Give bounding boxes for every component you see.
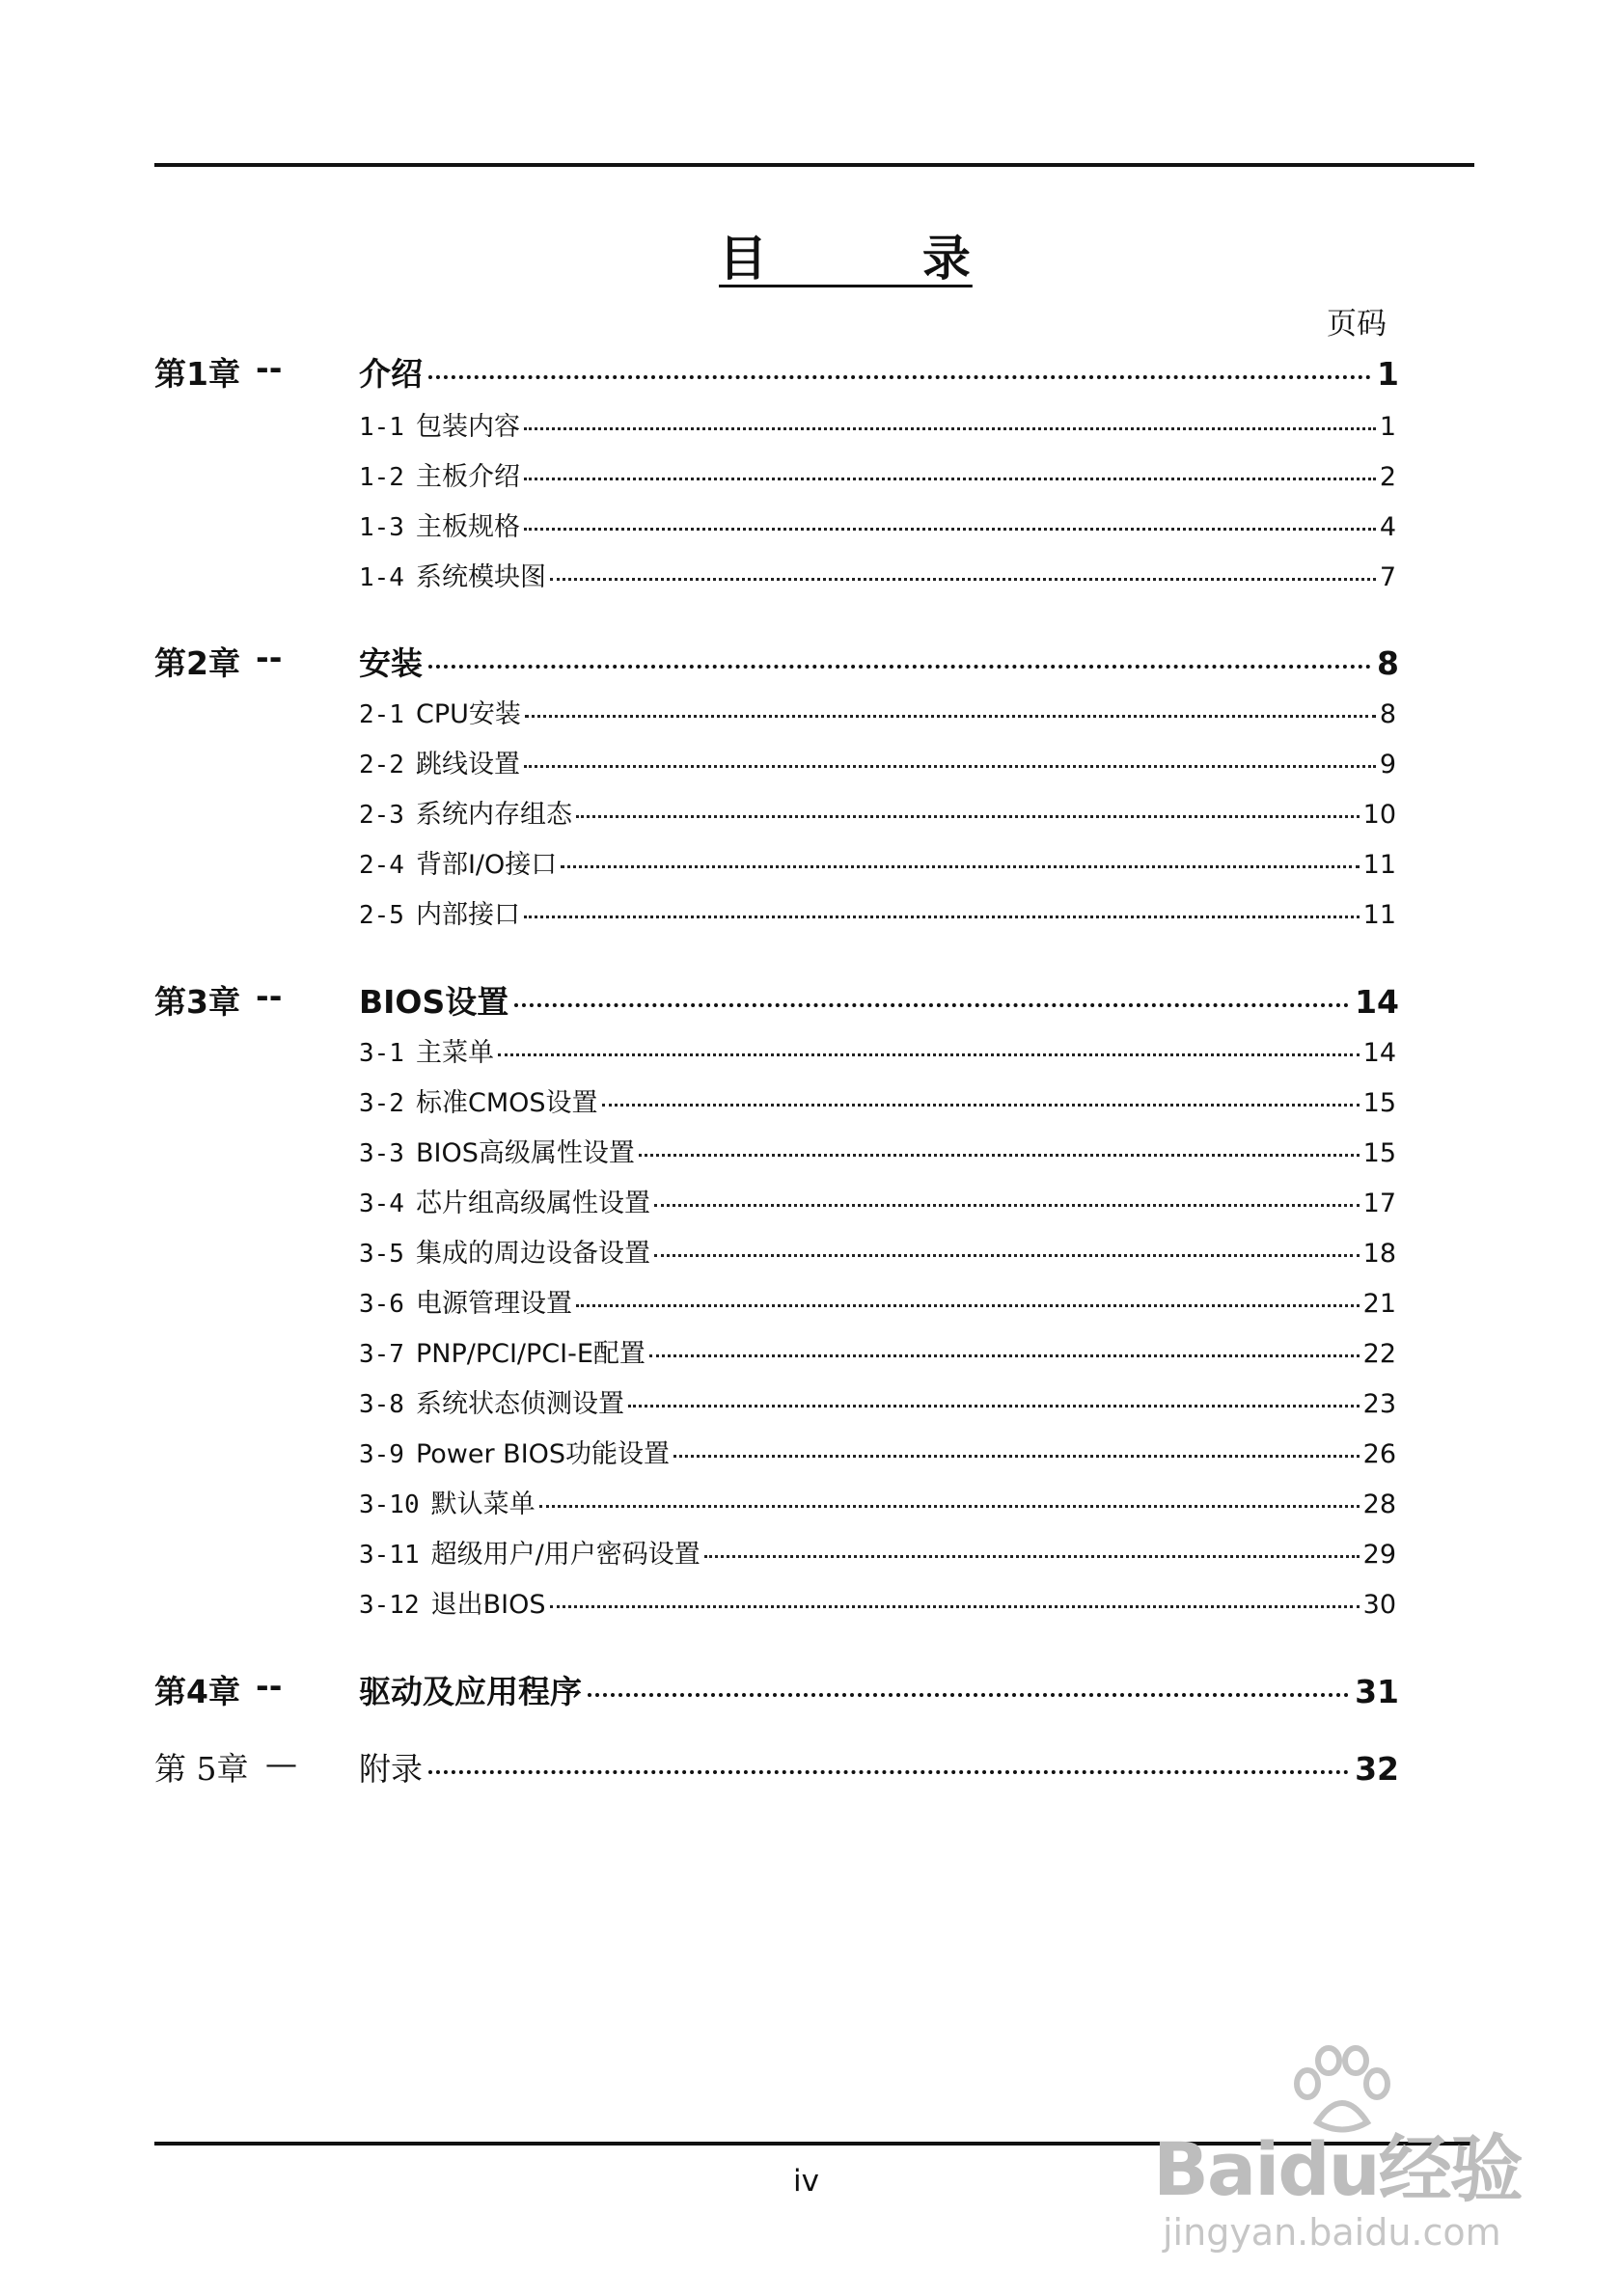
chapter-dash: —	[265, 1744, 297, 1782]
toc-section[interactable]	[359, 405, 1396, 444]
section-page: 11	[1362, 900, 1396, 930]
chapter-label: 第2章	[154, 644, 240, 682]
section-number: 3-3	[359, 1139, 404, 1168]
section-title: 系统状态侦测设置	[415, 1389, 624, 1419]
section-number: 3-5	[359, 1240, 404, 1269]
section-title: 超级用户/用户密码设置	[430, 1540, 701, 1570]
section-page: 15	[1362, 1088, 1396, 1118]
section-title: 主板介绍	[415, 462, 520, 492]
dot-leader	[654, 1204, 1360, 1207]
toc-section[interactable]	[359, 793, 1396, 832]
section-page: 2	[1379, 462, 1396, 492]
section-title: BIOS高级属性设置	[415, 1138, 635, 1168]
section-number: 3-12	[359, 1591, 420, 1620]
section-title: 跳线设置	[415, 750, 520, 779]
chapter-dash: --	[256, 639, 283, 676]
section-number: 3-11	[359, 1541, 420, 1570]
dot-leader	[602, 1104, 1360, 1107]
dot-leader	[524, 765, 1376, 768]
section-number: 2-4	[359, 851, 404, 880]
section-title: 芯片组高级属性设置	[415, 1189, 650, 1218]
section-number: 2-1	[359, 700, 404, 729]
dot-leader	[514, 1003, 1349, 1007]
page-column-label: 页码	[1327, 307, 1387, 342]
chapter-page: 32	[1355, 1750, 1399, 1788]
section-number: 3-8	[359, 1390, 404, 1419]
toc-section[interactable]	[359, 455, 1396, 494]
dot-leader	[539, 1505, 1360, 1508]
toc-section[interactable]	[359, 1081, 1396, 1120]
dot-leader	[588, 1693, 1349, 1697]
chapter-label: 第1章	[154, 355, 240, 393]
section-page: 28	[1362, 1490, 1396, 1519]
section-page: 18	[1362, 1239, 1396, 1269]
section-page: 7	[1379, 562, 1396, 592]
section-title: 包装内容	[415, 412, 520, 442]
toc-section[interactable]	[359, 1282, 1396, 1321]
dot-leader	[550, 578, 1376, 581]
section-title: 系统内存组态	[415, 800, 572, 830]
dot-leader	[428, 665, 1371, 669]
toc-section[interactable]	[359, 1332, 1396, 1371]
dot-leader	[428, 1770, 1349, 1774]
section-page: 11	[1362, 850, 1396, 880]
dot-leader	[654, 1254, 1360, 1257]
chapter-title: 介绍	[359, 355, 423, 393]
section-title: 默认菜单	[430, 1490, 536, 1519]
toc-section[interactable]	[359, 1533, 1396, 1572]
chapter-dash: --	[256, 349, 283, 387]
section-page: 17	[1362, 1189, 1396, 1218]
watermark-brand: Baidu经验	[1153, 2126, 1522, 2212]
dot-leader	[524, 528, 1376, 531]
section-number: 1-2	[359, 463, 404, 492]
section-page: 8	[1379, 699, 1396, 729]
chapter-label: 第 5章	[154, 1750, 249, 1788]
toc-section[interactable]	[359, 1583, 1396, 1622]
dot-leader	[524, 427, 1376, 430]
section-title: 退出BIOS	[430, 1590, 546, 1620]
dot-leader	[649, 1354, 1360, 1357]
toc-section[interactable]	[359, 1132, 1396, 1170]
chapter-label: 第4章	[154, 1673, 240, 1710]
toc-section[interactable]	[359, 1382, 1396, 1421]
footer-page-number: iv	[793, 2164, 819, 2199]
section-title: 集成的周边设备设置	[415, 1239, 650, 1269]
section-number: 3-9	[359, 1440, 404, 1469]
toc-section[interactable]	[359, 506, 1396, 544]
section-page: 29	[1362, 1540, 1396, 1570]
chapter-title: BIOS设置	[359, 983, 509, 1021]
chapter-title: 安装	[359, 644, 423, 682]
section-title: 背部I/O接口	[415, 850, 558, 880]
section-number: 2-3	[359, 801, 404, 830]
dot-leader	[704, 1555, 1360, 1558]
section-number: 1-1	[359, 413, 404, 442]
section-number: 3-7	[359, 1340, 404, 1369]
section-number: 3-6	[359, 1290, 404, 1319]
page-title: 目 录	[719, 231, 973, 287]
section-page: 26	[1362, 1439, 1396, 1469]
section-number: 3-10	[359, 1490, 420, 1519]
section-page: 22	[1362, 1339, 1396, 1369]
chapter-dash: --	[256, 1667, 283, 1705]
dot-leader	[524, 916, 1360, 918]
dot-leader	[561, 865, 1359, 868]
toc-chapter-4[interactable]	[154, 1667, 1399, 1717]
toc-chapter-3[interactable]	[154, 977, 1399, 1027]
dot-leader	[498, 1053, 1360, 1056]
toc-section[interactable]	[359, 1483, 1396, 1521]
section-title: 主菜单	[415, 1038, 494, 1068]
dot-leader	[628, 1405, 1360, 1408]
section-number: 3-1	[359, 1039, 404, 1068]
section-title: 标准CMOS设置	[415, 1088, 598, 1118]
section-number: 3-2	[359, 1089, 404, 1118]
top-rule	[154, 163, 1474, 167]
toc-chapter-1[interactable]	[154, 349, 1399, 399]
section-title: 内部接口	[415, 900, 520, 930]
toc-chapter-5[interactable]	[154, 1744, 1399, 1794]
dot-leader	[550, 1605, 1360, 1608]
section-page: 9	[1379, 750, 1396, 779]
section-page: 15	[1362, 1138, 1396, 1168]
dot-leader	[524, 478, 1376, 480]
toc-section[interactable]	[359, 1433, 1396, 1471]
baidu-watermark	[1153, 2045, 1558, 2267]
toc-section[interactable]	[359, 556, 1396, 594]
section-number: 1-3	[359, 513, 404, 542]
chapter-title: 驱动及应用程序	[359, 1673, 582, 1710]
section-page: 10	[1362, 800, 1396, 830]
section-number: 1-4	[359, 563, 404, 592]
section-title: PNP/PCI/PCI-E配置	[415, 1339, 646, 1369]
dot-leader	[576, 815, 1360, 818]
section-title: 主板规格	[415, 512, 520, 542]
toc-section[interactable]	[359, 893, 1396, 932]
section-page: 4	[1379, 512, 1396, 542]
section-number: 2-2	[359, 751, 404, 779]
toc-section[interactable]	[359, 693, 1396, 731]
section-number: 3-4	[359, 1189, 404, 1218]
toc-chapter-2[interactable]	[154, 639, 1399, 689]
dot-leader	[428, 375, 1371, 379]
toc-section[interactable]	[359, 1182, 1396, 1220]
chapter-page: 31	[1355, 1673, 1399, 1710]
section-title: Power BIOS功能设置	[415, 1439, 671, 1469]
section-title: 系统模块图	[415, 562, 546, 592]
dot-leader	[525, 715, 1376, 718]
chapter-label: 第3章	[154, 983, 240, 1021]
dot-leader	[576, 1304, 1360, 1307]
chapter-page: 14	[1355, 983, 1399, 1021]
chapter-page: 8	[1377, 644, 1399, 682]
section-page: 1	[1379, 412, 1396, 442]
section-page: 14	[1362, 1038, 1396, 1068]
toc-section[interactable]	[359, 1232, 1396, 1271]
toc-section[interactable]	[359, 1031, 1396, 1070]
toc-section[interactable]	[359, 843, 1396, 882]
dot-leader	[639, 1154, 1360, 1157]
section-title: 电源管理设置	[415, 1289, 572, 1319]
chapter-dash: --	[256, 977, 283, 1015]
watermark-url: jingyan.baidu.com	[1163, 2211, 1501, 2254]
section-number: 2-5	[359, 901, 404, 930]
section-page: 21	[1362, 1289, 1396, 1319]
toc-section[interactable]	[359, 743, 1396, 781]
section-page: 23	[1362, 1389, 1396, 1419]
section-title: CPU安装	[415, 699, 521, 729]
dot-leader	[673, 1455, 1360, 1458]
chapter-page: 1	[1377, 355, 1399, 393]
section-page: 30	[1362, 1590, 1396, 1620]
chapter-title: 附录	[359, 1750, 423, 1788]
